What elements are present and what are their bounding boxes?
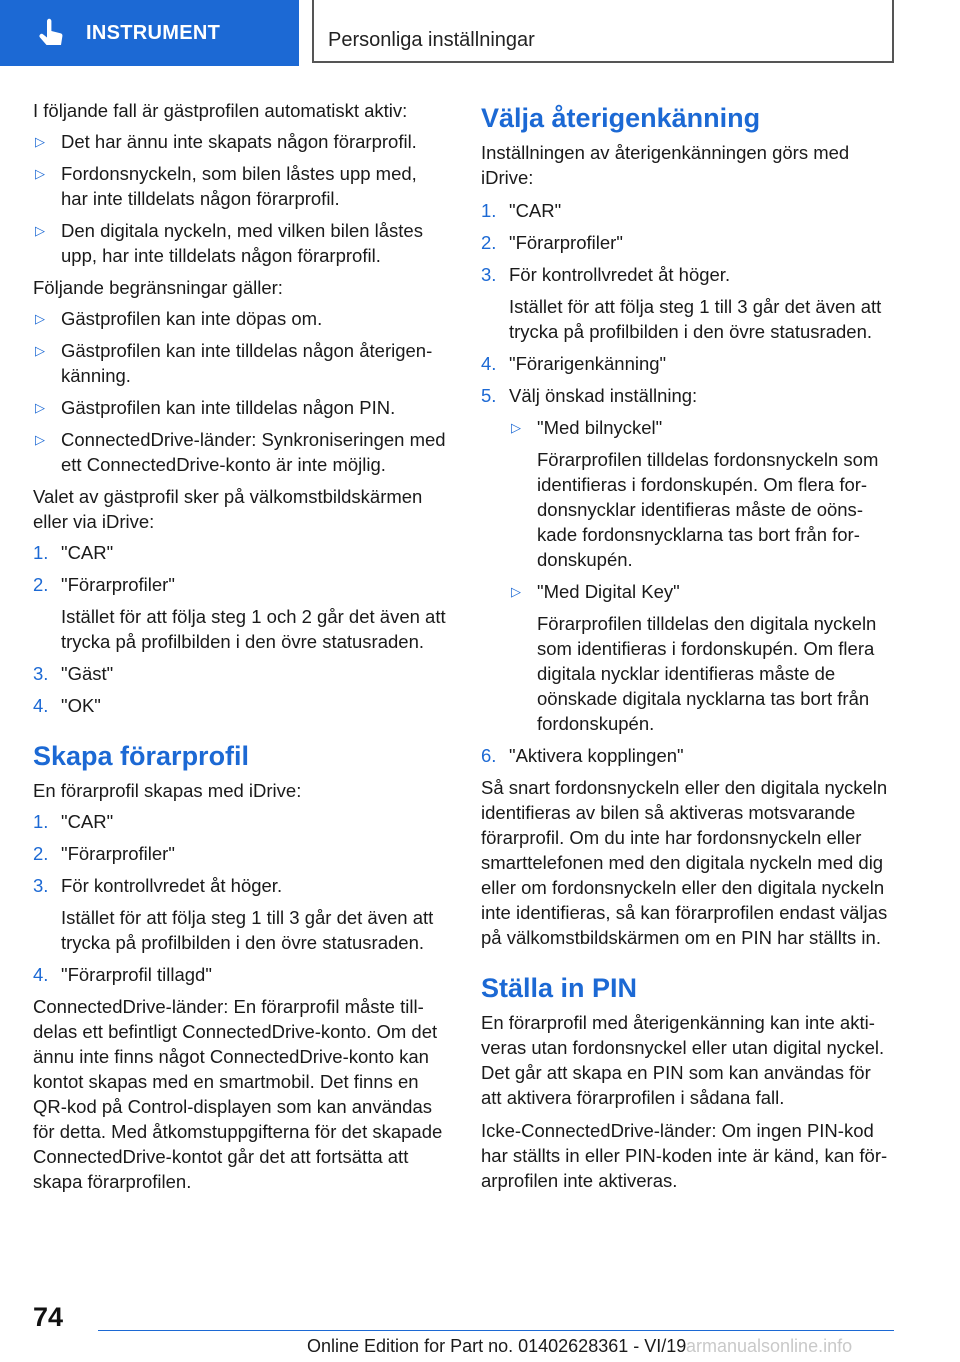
guest-select-steps	[33, 540, 446, 718]
restrictions-list	[33, 306, 446, 477]
step-item: 6. "Aktivera kopplingen"	[481, 745, 684, 766]
step-note: Istället för att följa steg 1 till 3 går det även att trycka på profilbilden i den övre statusraden.	[509, 296, 882, 342]
option-note: Förarprofilen tilldelas fordonsnyckeln som identifieras i fordonskupén. Om flera fordonsnycklar identifieras måste de oönskade fordonsnycklarna tas bort från fordonskupén.	[537, 449, 879, 570]
pin-heading: Ställa in PIN	[481, 973, 638, 1003]
chapter-tab[interactable]	[0, 0, 299, 66]
list-item: ▷ Gästprofilen kan inte tilldelas någon PIN.	[35, 397, 396, 418]
recognition-options	[509, 415, 894, 736]
step-item: 1. "CAR"	[481, 200, 562, 221]
option-item: ▷ "Med bilnyckel" Förarprofilen tilldelas fordonsnyckeln som identifieras i fordonskupén. Om flera fordonsnycklar identifieras måste de oönskade fordonsnycklarna tas bort från fordonskupén.	[509, 415, 894, 572]
left-column	[33, 98, 446, 1202]
step-item: 2. "Förarprofiler" Istället för att följa steg 1 och 2 går det även att trycka på profilbilden i den övre statusraden.	[33, 574, 446, 652]
section-title-box	[312, 0, 894, 63]
chapter-tab-label: INSTRUMENT	[86, 21, 221, 44]
guest-select-intro: Valet av gästprofil sker på välkomstbildskärmen eller via iDrive:	[33, 486, 423, 532]
step-item: 3. För kontrollvredet åt höger. Istället för att följa steg 1 till 3 går det även att trycka på profilbilden i den övre statusraden.	[33, 873, 446, 955]
triangle-bullet-icon: ▷	[35, 432, 45, 447]
step-item: 3. För kontrollvredet åt höger. Istället för att följa steg 1 till 3 går det även att trycka på profilbilden i den övre statusraden.	[481, 262, 894, 344]
step-item: 1. "CAR"	[33, 542, 114, 563]
list-item: ▷ Gästprofilen kan inte döpas om.	[35, 308, 323, 329]
guest-auto-intro: I följande fall är gästprofilen automatiskt aktiv:	[33, 100, 408, 121]
triangle-bullet-icon: ▷	[35, 223, 45, 238]
list-item: ▷ Gästprofilen kan inte tilldelas någon återigenkänning.	[35, 340, 433, 386]
list-item: ▷ ConnectedDrive-länder: Synkroniseringen med ett ConnectedDrive-konto är inte möjlig.	[35, 429, 446, 475]
triangle-bullet-icon: ▷	[35, 166, 45, 181]
create-profile-intro: En förarprofil skapas med iDrive:	[33, 780, 302, 801]
pin-paragraph-2: Icke-ConnectedDrive-länder: Om ingen PIN-kod har ställts in eller PIN-koden inte är känd, kan förarprofilen inte aktiveras.	[481, 1120, 888, 1191]
list-item: ▷ Det har ännu inte skapats någon förarprofil.	[35, 131, 417, 152]
triangle-bullet-icon: ▷	[35, 400, 45, 415]
section-title: Personliga inställningar	[328, 29, 535, 51]
triangle-bullet-icon: ▷	[511, 584, 521, 599]
list-item: ▷ Den digitala nyckeln, med vilken bilen låstes upp, har inte tilldelats någon förarprofil.	[35, 220, 423, 266]
footer-divider	[98, 1330, 894, 1331]
hand-pointer-icon	[36, 18, 66, 48]
recognition-steps	[481, 198, 894, 768]
guest-auto-list	[33, 129, 446, 268]
step-item: 1. "CAR"	[33, 811, 114, 832]
step-item: 3. "Gäst"	[33, 663, 114, 684]
triangle-bullet-icon: ▷	[35, 134, 45, 149]
page-header	[0, 0, 960, 66]
restrictions-intro: Följande begränsningar gäller:	[33, 277, 283, 298]
step-item: 4. "Förarigenkänning"	[481, 353, 667, 374]
triangle-bullet-icon: ▷	[511, 420, 521, 435]
edition-label: Online Edition for Part no. 01402628361 - VI/19	[307, 1336, 687, 1356]
recognition-heading: Välja återigenkänning	[481, 103, 761, 133]
step-item: 2. "Förarprofiler"	[33, 843, 175, 864]
step-note: Istället för att följa steg 1 och 2 går det även att trycka på profilbilden i den övre statusraden.	[61, 606, 446, 652]
recognition-intro: Inställningen av återigenkänningen görs med iDrive:	[481, 142, 850, 188]
pin-paragraph-1: En förarprofil med återigenkänning kan inte aktiveras utan fordonsnyckel eller utan digital nyckel. Det går att skapa en PIN som kan användas för att aktivera förarprofilen i sådana fall.	[481, 1012, 885, 1108]
create-profile-heading: Skapa förarprofil	[33, 741, 250, 771]
step-item: 5. Välj önskad inställning: ▷ "Med bilnyckel" Förarprofilen tilldelas fordonsnyckeln som identifieras i fordonskupén. Om flera fordonsnycklar identifieras måste de oönskade fordonsnycklarna tas bort från fordonskupén. ▷ "Med Digital Key" Förarprofilen tilldelas den digitala nyckeln som identifieras i fordonskupén. Om flera digitala nycklar identifieras måste de oönskade digitala nycklarna tas bort från fordonskupén.	[481, 383, 894, 736]
page-number: 74	[33, 1302, 64, 1332]
connecteddrive-note: ConnectedDrive-länder: En förarprofil måste tilldelas ett befintligt ConnectedDrive-konto. Om det ännu inte finns något ConnectedDrive-konto kan kontot skapas med en smartmobil. Det finns en QR-kod på Control-displayen som kan användas för detta. Med åtkomstuppgifterna för det skapade ConnectedDrive-kontot går det att fortsätta att skapa förarprofilen.	[33, 996, 443, 1192]
right-column	[481, 98, 894, 1201]
step-item: 4. "Förarprofil tillagd"	[33, 964, 212, 985]
option-item: ▷ "Med Digital Key" Förarprofilen tilldelas den digitala nyckeln som identifieras i fordonskupén. Om flera digitala nycklar identifieras måste de oönskade digitala nycklarna tas bort från fordonskupén.	[509, 579, 894, 736]
step-item: 4. "OK"	[33, 695, 101, 716]
recognition-note: Så snart fordonsnyckeln eller den digitala nyckeln identifieras av bilen så aktiveras motsvarande förarprofil. Om du inte har fordonsnyckeln eller smarttelefonen med den digitala nyckeln med dig eller om fordonsnyckeln eller den digitala nyckeln inte identifieras, så kan förarprofilen endast väljas på välkomstbildskärmen om en PIN har ställts in.	[481, 777, 888, 948]
option-note: Förarprofilen tilldelas den digitala nyckeln som identifieras i fordonskupén. Om flera digitala nycklar identifieras måste de oönskade digitala nycklarna tas bort från fordonskupén.	[537, 613, 877, 734]
step-note: Istället för att följa steg 1 till 3 går det även att trycka på profilbilden i den övre statusraden.	[61, 907, 434, 953]
list-item: ▷ Fordonsnyckeln, som bilen låstes upp med, har inte tilldelats någon förarprofil.	[35, 163, 417, 209]
triangle-bullet-icon: ▷	[35, 343, 45, 358]
triangle-bullet-icon: ▷	[35, 311, 45, 326]
watermark: armanualsonline.info	[686, 1336, 853, 1356]
step-item: 2. "Förarprofiler"	[481, 232, 623, 253]
create-profile-steps	[33, 809, 446, 987]
